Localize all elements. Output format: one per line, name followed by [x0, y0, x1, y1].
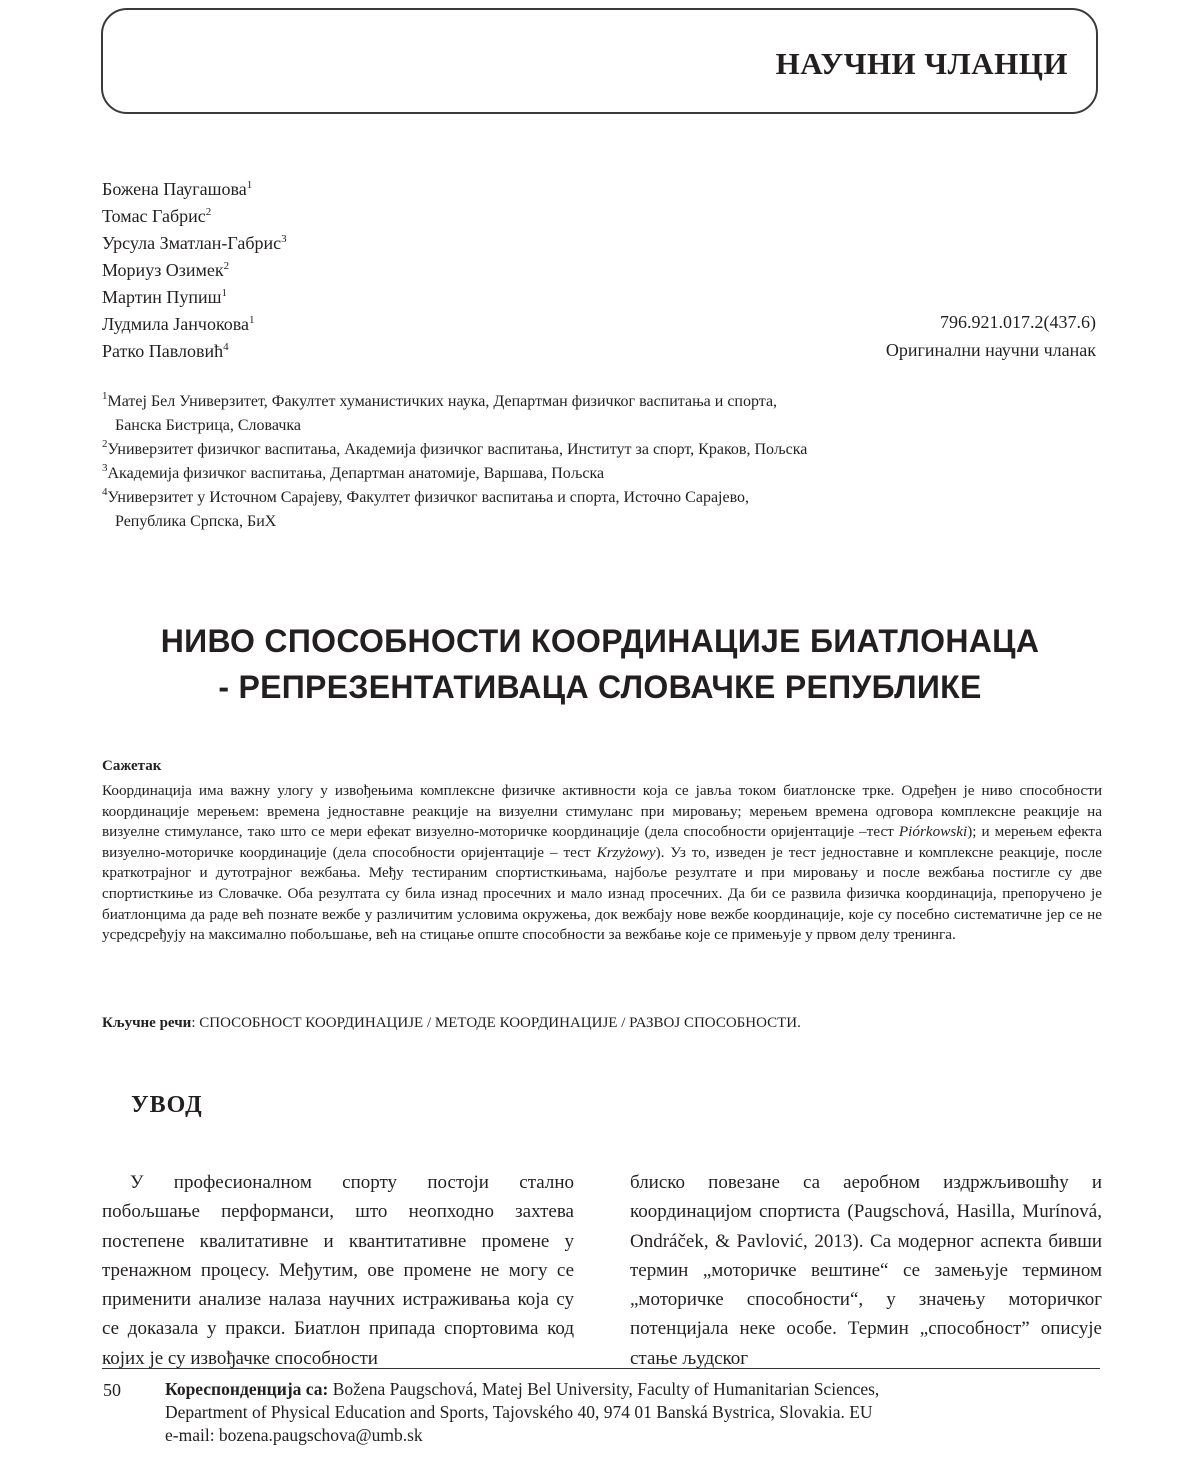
- page-number: 50: [103, 1380, 121, 1400]
- author-list: [102, 176, 287, 365]
- article-type: Оригинални научни чланак: [885, 340, 1096, 360]
- title-line: НИВО СПОСОБНОСТИ КООРДИНАЦИЈЕ БИАТЛОНАЦА: [160, 623, 1040, 659]
- affiliation-continuation: Република Српска, БиХ: [115, 513, 277, 530]
- section-heading-intro: УВОД: [131, 1092, 203, 1118]
- affiliation-continuation: Банска Бистрица, Словачка: [115, 417, 301, 434]
- udc-code: 796.921.017.2(437.6): [940, 312, 1096, 332]
- affiliation-list: [102, 390, 1102, 534]
- author: Мартин Пупиш$^1$: [102, 287, 228, 307]
- affiliation: $^4$Универзитет у Источном Сарајеву, Факултет физичког васпитања и спорта, Источно Сарајево,: [102, 486, 750, 506]
- keywords-label: Кључне речи: [102, 1015, 192, 1031]
- section-title: НАУЧНИ ЧЛАНЦИ: [775, 46, 1068, 81]
- correspondence: Кореспонденција са: Božena Paugschová, Matej Bel University, Faculty of Humanitarian Sciences, Department of Physical Education and Sports, Tajovského 40, 974 01 Banská Bystrica, Slovakia. EU e-mail: bozena.paugschova@umb.sk: [165, 1378, 1100, 1447]
- test-name: Krzyżowy: [596, 843, 656, 861]
- article-title: [100, 618, 1100, 710]
- author: Урсула Зматлан-Габрис$^3$: [102, 233, 287, 253]
- author: Мориуз Озимек$^2$: [102, 260, 230, 280]
- author: Божена Паугашова$^1$: [102, 179, 253, 199]
- email: e-mail: bozena.paugschova@umb.sk: [165, 1425, 423, 1445]
- affiliation: $^3$Академија физичког васпитања, Департман анатомије, Варшава, Пољска: [102, 462, 605, 482]
- title-line: - РЕПРЕЗЕНТАТИВАЦА СЛОВАЧКЕ РЕПУБЛИКЕ: [218, 669, 982, 705]
- intro-column-right: блиско повезане са аеробном издржљивошћу и координацијом спортиста (Paugschová, Hasilla, Murínová, Ondráček, & Pavlović, 2013). Са модерног аспекта бивши термин „моторичке вештине“ се замењује термином „моторичке способности“, у значењу моторичког потенцијала неке особе. Термин „способност” описује стање људског: [630, 1172, 1102, 1369]
- abstract-body: Координација има важну улогу у извођењима комплексне физичке активности која се јавља током биатлонске трке. Одређен је ниво способности координације мерењем: времена једноставне реакције на визуелни стимуланс при мировању; мерењем времена одговора комплексне реакције на визуелне стимулансе, тако што се мери ефекат визуелно-моторичке координације (дела способности оријентације –тест Piórkowski); и мерењем ефекта визуелно-моторичке координације (дела способности оријентације – тест Krzyżowy). Уз то, изведен је тест једноставне и комплексне реакције, после краткотрајног и дутотрајног вежбања. Међу тестираним спортисткињама, најбоље резултате и при мировању и после вежбања постигле су две спортисткиње из Словачке. Оба резултата су била изнад просечних и мало изнад просечних. Да би се развила физичка координација, препоручено је биатлонцима да раде већ познате вежбе у различитим условима окружења, док вежбају нове вежбе координације, које су посебно систематичне јер се не усредсређују на максимално побољшање, већ на стицање опште способности за вежбање које се примењује у првом делу тренинга.: [102, 782, 1102, 944]
- intro-column-left: У професионалном спорту постоји стално побољшање перформанси, што неопходно захтева постепене квалитативне и квантитативне промене у тренажном процесу. Међутим, ове промене не могу се применити анализе налаза научних истраживања која су се доказала у пракси. Биатлон припада спортовима код којих је су извођачке способности: [102, 1172, 574, 1369]
- affiliation: $^1$Матеј Бел Универзитет, Факултет хуманистичких наука, Департман физичког васпитања и спорта,: [102, 390, 778, 410]
- affiliation: $^2$Универзитет физичког васпитања, Академија физичког васпитања, Институт за спорт, Краков, Пољска: [102, 438, 808, 458]
- abstract-heading: Сажетак: [102, 758, 162, 774]
- correspondence-label: Кореспонденција са:: [165, 1379, 329, 1399]
- author: Ратко Павловић$^4$: [102, 341, 229, 361]
- keywords-list: : СПОСОБНОСТ КООРДИНАЦИЈЕ / МЕТОДЕ КООРДИНАЦИЈЕ / РАЗВОЈ СПОСОБНОСТИ.: [191, 1015, 801, 1031]
- test-name: Piórkowski: [898, 823, 968, 841]
- author: Томас Габрис$^2$: [102, 206, 212, 226]
- footer-divider: [102, 1368, 1100, 1369]
- keywords: [102, 1015, 1102, 1032]
- section-banner: [101, 8, 1098, 114]
- author: Лудмила Јанчокова$^1$: [102, 314, 255, 334]
